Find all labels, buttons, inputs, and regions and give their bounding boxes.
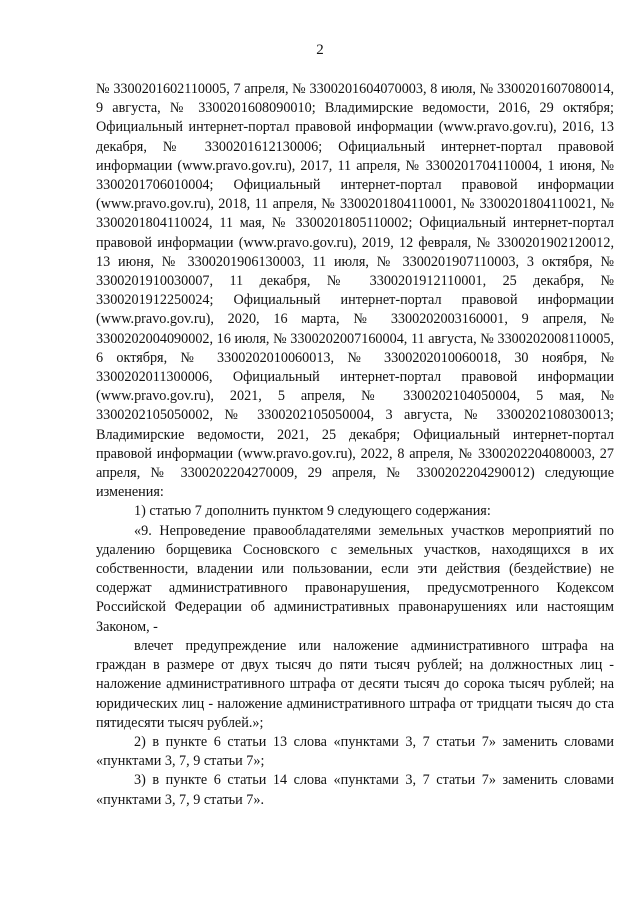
paragraph-publication-list: № 3300201602110005, 7 апреля, № 3300201604070003, 8 июля, № 3300201607080014, 9 августа, № 3300201608090010; Владимирские ведомости, 2016, 29 октября; Официальный интернет-портал правовой информации (www.pravo.gov.ru), 2016, 13 декабря, № 3300201612130006; Официальный интернет-портал правовой информации (www.pravo.gov.ru), 2017, 11 апреля, № 3300201704110004, 1 июня, № 3300201706010004; Официальный интернет-портал правовой информации (www.pravo.gov.ru), 2018, 11 апреля, № 3300201804110001, № 3300201804110021, № 3300201804110024, 11 мая, № 3300201805110002; Официальный интернет-портал правовой информации (www.pravo.gov.ru), 2019, 12 февраля, № 3300201902120012, 13 июня, № 3300201906130003, 11 июля, № 3300201907110003, 3 октября, № 3300201910030007, 11 декабря, № 3300201912110001, 25 декабря, № 3300201912250024; Официальный интернет-портал правовой информации (www.pravo.gov.ru), 2020, 16 марта, № 3300202003160001, 9 апреля, № 3300202004090002, 16 июля, № 3300202007160004, 11 августа, № 3300202008110005, 6 октября, № 3300202010060013, № 3300202010060018, 30 ноября, № 3300202011300006, Официальный интернет-портал правовой информации (www.pravo.gov.ru), 2021, 5 апреля, № 3300202104050004, 5 мая, № 3300202105050002, № 3300202105050004, 3 августа, № 3300202108030013; Владимирские ведомости, 2021, 25 декабря; Официальный интернет-портал правовой информации (www.pravo.gov.ru), 2022, 8 апреля, № 3300202204080003, 27 апреля, № 3300202204270009, 29 апреля, № 3300202204290012) следующие изменения: xyxy=(96,81,614,501)
paragraph-item-3: 3) в пункте 6 статьи 14 слова «пунктами 3, 7 статьи 7» заменить словами «пунктами 3, 7, 9 статьи 7». xyxy=(96,772,614,808)
document-body xyxy=(96,80,614,810)
paragraph-item-2: 2) в пункте 6 статьи 13 слова «пунктами 3, 7 статьи 7» заменить словами «пунктами 3, 7, 9 статьи 7»; xyxy=(96,733,614,770)
paragraph-item-1: 1) статью 7 дополнить пунктом 9 следующего содержания: xyxy=(134,503,491,520)
page-number: 2 xyxy=(316,42,324,58)
paragraph-penalty: влечет предупреждение или наложение административного штрафа на граждан в размере от двух тысяч до пяти тысяч рублей; на должностных лиц - наложение административного штрафа от десяти тысяч до сорока тысяч рублей; на юридических лиц - наложение административного штрафа от тридцати тысяч до ста пятидесяти тысяч рублей.»; xyxy=(96,637,614,731)
paragraph-clause-9: «9. Непроведение правообладателями земельных участков мероприятий по удалению борщевика Сосновского с земельных участков, находящихся в их собственности, владении или пользовании, если эти действия (бездействие) не содержат административного правонарушения, предусмотренного Кодексом Российской Федерации об административных правонарушениях или настоящим Законом, - xyxy=(96,522,614,635)
